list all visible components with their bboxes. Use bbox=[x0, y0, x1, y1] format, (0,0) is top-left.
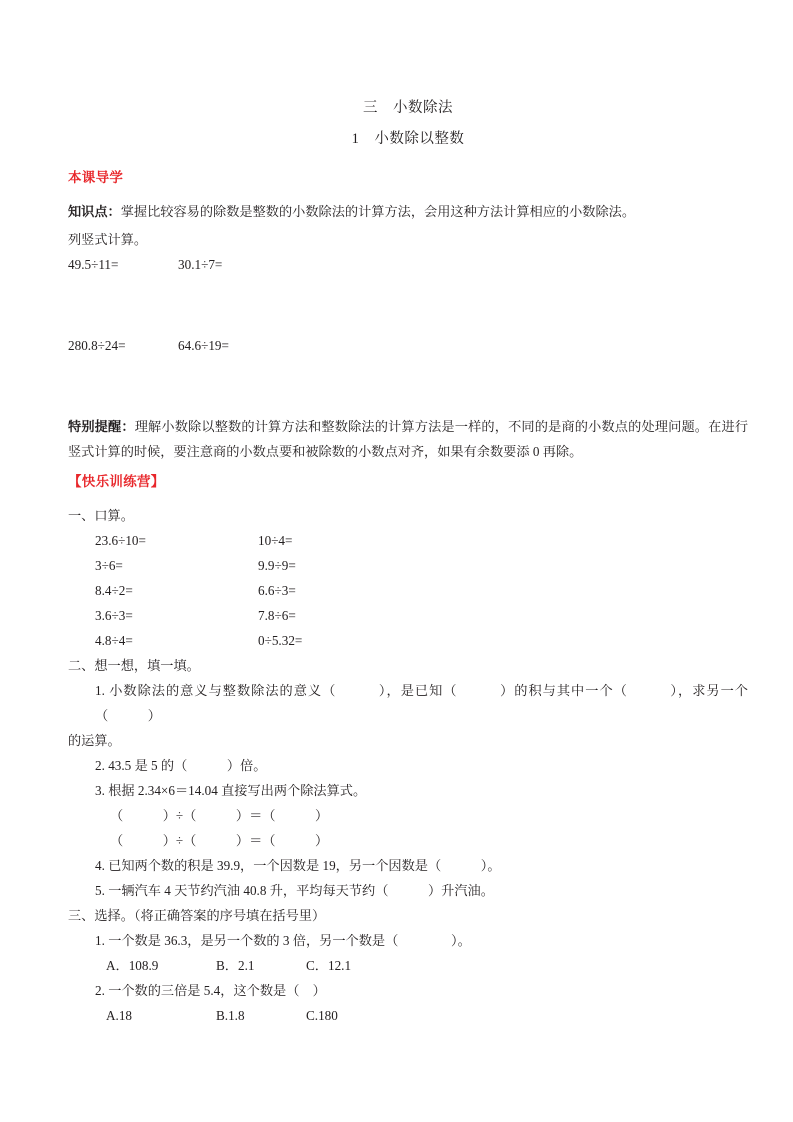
work-space-2 bbox=[68, 358, 748, 414]
guide-problem-4: 64.6÷19= bbox=[178, 338, 229, 353]
oral-problem: 8.4÷2= bbox=[95, 583, 133, 598]
fill-question-1-line1: 1. 小数除法的意义与整数除法的意义（ ），是已知（ ）的积与其中一个（ ），求另一个（ ） bbox=[95, 683, 748, 723]
work-space-1 bbox=[68, 277, 748, 333]
oral-row bbox=[95, 528, 748, 553]
special-tip-paragraph bbox=[68, 414, 748, 464]
fill-question-5: 5. 一辆汽车 4 天节约汽油 40.8 升，平均每天节约（ ）升汽油。 bbox=[95, 883, 494, 898]
fill-question-2: 2. 43.5 是 5 的（ ）倍。 bbox=[95, 758, 267, 773]
oral-problem: 0÷5.32= bbox=[258, 633, 303, 648]
guide-section-heading: 本课导学 bbox=[68, 170, 124, 185]
oral-problem: 3.6÷3= bbox=[95, 608, 133, 623]
knowledge-point-text: 掌握比较容易的除数是整数的小数除法的计算方法，会用这种方法计算相应的小数除法。 bbox=[120, 204, 636, 219]
choice-option-a[interactable]: A．108.9 bbox=[106, 958, 159, 973]
oral-row bbox=[95, 628, 748, 653]
oral-problem: 9.9÷9= bbox=[258, 558, 296, 573]
fill-question-3-equation-2: （ ）÷（ ）＝（ ） bbox=[110, 833, 329, 848]
fill-question-4: 4. 已知两个数的积是 39.9，一个因数是 19，另一个因数是（ ）。 bbox=[95, 858, 501, 873]
oral-row bbox=[95, 578, 748, 603]
oral-row bbox=[95, 553, 748, 578]
knowledge-point-label: 知识点： bbox=[68, 204, 121, 219]
fill-question-3: 3. 根据 2.34×6＝14.04 直接写出两个除法算式。 bbox=[95, 783, 367, 798]
knowledge-point-paragraph bbox=[68, 199, 748, 224]
oral-problem: 6.6÷3= bbox=[258, 583, 296, 598]
part-one-heading: 一、口算。 bbox=[68, 508, 134, 523]
training-section-heading: 【快乐训练营】 bbox=[68, 474, 165, 489]
lesson-title: 1 小数除以整数 bbox=[351, 131, 465, 147]
part-three-heading: 三、选择。（将正确答案的序号填在括号里） bbox=[68, 908, 326, 923]
vertical-calculation-instruction: 列竖式计算。 bbox=[68, 232, 148, 247]
choice-question-1-options bbox=[68, 953, 748, 978]
oral-problem: 23.6÷10= bbox=[95, 533, 146, 548]
chapter-title: 三 小数除法 bbox=[363, 100, 453, 116]
oral-row bbox=[95, 603, 748, 628]
choice-question-1: 1. 一个数是 36.3，是另一个数的 3 倍，另一个数是（ ）。 bbox=[95, 933, 471, 948]
choice-option-b[interactable]: B.1.8 bbox=[216, 1008, 245, 1023]
guide-problem-3: 280.8÷24= bbox=[68, 338, 126, 353]
choice-question-2-options bbox=[68, 1003, 748, 1028]
part-two-heading: 二、想一想，填一填。 bbox=[68, 658, 200, 673]
choice-question-2: 2. 一个数的三倍是 5.4，这个数是（ ） bbox=[95, 983, 326, 998]
oral-problem: 4.8÷4= bbox=[95, 633, 133, 648]
fill-question-3-equation-1: （ ）÷（ ）＝（ ） bbox=[110, 808, 329, 823]
guide-problem-row bbox=[68, 252, 748, 277]
oral-problem: 7.8÷6= bbox=[258, 608, 296, 623]
choice-option-c[interactable]: C.180 bbox=[306, 1008, 338, 1023]
guide-problem-row bbox=[68, 333, 748, 358]
oral-calculation-list bbox=[68, 528, 748, 653]
choice-option-b[interactable]: B．2.1 bbox=[216, 958, 255, 973]
choice-option-a[interactable]: A.18 bbox=[106, 1008, 133, 1023]
choice-option-c[interactable]: C．12.1 bbox=[306, 958, 352, 973]
oral-problem: 3÷6= bbox=[95, 558, 123, 573]
special-tip-text: 理解小数除以整数的计算方法和整数除法的计算方法是一样的，不同的是商的小数点的处理问题。在进行竖式计算的时候，要注意商的小数点要和被除数的小数点对齐，如果有余数要添 0 再除。 bbox=[68, 419, 749, 459]
oral-problem: 10÷4= bbox=[258, 533, 293, 548]
special-tip-label: 特别提醒： bbox=[68, 419, 135, 434]
fill-question-1-line2: 的运算。 bbox=[68, 733, 121, 748]
guide-problem-1: 49.5÷11= bbox=[68, 257, 119, 272]
worksheet-content bbox=[68, 96, 748, 1028]
guide-problem-2: 30.1÷7= bbox=[178, 257, 223, 272]
